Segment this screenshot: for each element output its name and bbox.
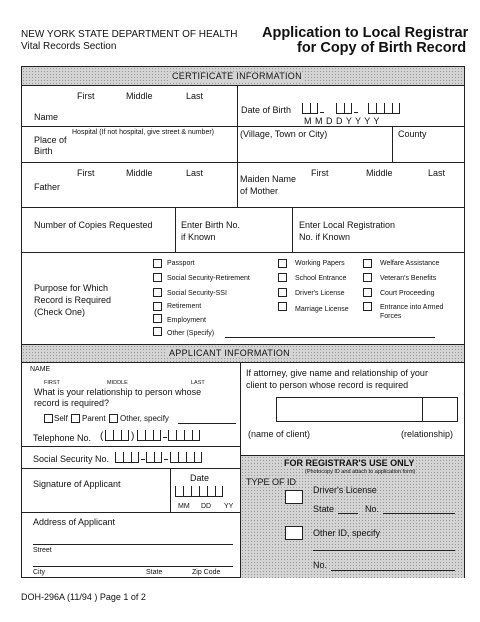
other-relationship-checkbox[interactable]: [109, 414, 118, 423]
form-title-line2: for Copy of Birth Record: [297, 40, 467, 56]
drivers-license-id-label: Driver's License: [313, 485, 377, 495]
armed-forces-label-1: Entrance into Armed: [380, 304, 444, 311]
other-relationship-line[interactable]: [178, 423, 236, 424]
relationship-question-2: record is required?: [34, 398, 110, 408]
working-papers-label: Working Papers: [295, 260, 345, 267]
mother-last-label: Last: [428, 168, 446, 178]
self-label: Self: [54, 414, 68, 423]
telephone-prefix-boxes[interactable]: [137, 430, 161, 441]
registrar-no2-line[interactable]: [331, 570, 455, 571]
department-name: NEW YORK STATE DEPARTMENT OF HEALTH: [21, 29, 238, 40]
telephone-area-boxes[interactable]: [105, 430, 129, 441]
dob-format-hint: M M D D Y Y Y Y: [304, 116, 380, 126]
applicant-name-label[interactable]: NAME: [30, 366, 51, 373]
birth-no-label-2: if Known: [181, 232, 216, 242]
retirement-checkbox[interactable]: [153, 302, 162, 311]
telephone-paren-close: ): [131, 431, 135, 442]
self-checkbox[interactable]: [44, 414, 53, 423]
marriage-license-checkbox[interactable]: [278, 302, 287, 311]
street-label: Street: [33, 547, 52, 554]
form-id: DOH-296A (11/94 ) Page 1 of 2: [21, 592, 146, 602]
school-entrance-checkbox[interactable]: [278, 273, 287, 282]
relationship-label: (relationship): [401, 429, 454, 439]
other-purpose-checkbox[interactable]: [153, 327, 162, 336]
signature-label[interactable]: Signature of Applicant: [33, 479, 121, 489]
welfare-checkbox[interactable]: [363, 259, 372, 268]
date-yy-hint: YY: [224, 503, 234, 510]
passport-label: Passport: [167, 260, 195, 267]
parent-label: Parent: [82, 414, 106, 423]
type-of-id-label: TYPE OF ID: [246, 477, 297, 487]
attorney-label-1: If attorney, give name and relationship of your: [246, 368, 428, 378]
registrar-title: FOR REGISTRAR'S USE ONLY: [284, 458, 415, 468]
ss-ssi-checkbox[interactable]: [153, 288, 162, 297]
ss-ssi-label: Social Security-SSI: [167, 290, 227, 297]
ssn-serial-boxes[interactable]: [170, 452, 202, 463]
employment-label: Employment: [167, 317, 206, 324]
dob-day-boxes[interactable]: [336, 103, 352, 114]
ssn-label: Social Security No.: [33, 454, 110, 464]
local-reg-label-1[interactable]: Enter Local Registration: [299, 220, 396, 230]
veterans-label: Veteran's Benefits: [380, 275, 437, 282]
registrar-state-label: State: [313, 504, 335, 514]
drivers-license-id-checkbox[interactable]: [285, 490, 303, 504]
registrar-note: (Photocopy ID and attach to application form): [305, 469, 416, 475]
name-first-label: First: [77, 91, 95, 101]
purpose-label-2: Record is Required: [34, 295, 112, 305]
father-first-label: First: [77, 168, 95, 178]
relationship-question-1: What is your relationship to person whose: [34, 387, 202, 397]
father-last-label: Last: [186, 168, 204, 178]
city-label: City: [33, 569, 46, 576]
father-label[interactable]: Father: [34, 182, 61, 192]
applicant-middle-label: MIDDLE: [107, 380, 128, 386]
mother-label-2: of Mother: [240, 186, 279, 196]
court-label: Court Proceeding: [380, 290, 435, 297]
telephone-paren-open: (: [100, 431, 104, 442]
telephone-label: Telephone No.: [33, 433, 92, 443]
purpose-label-1: Purpose for Which: [34, 283, 109, 293]
marriage-license-label: Marriage License: [295, 306, 349, 313]
other-relationship-label: Other, specify: [120, 414, 169, 423]
court-checkbox[interactable]: [363, 288, 372, 297]
dob-year-boxes[interactable]: [368, 103, 400, 114]
registrar-state-line[interactable]: [338, 513, 358, 514]
applicant-last-label: LAST: [191, 380, 205, 386]
welfare-label: Welfare Assistance: [380, 260, 440, 267]
drivers-license-checkbox[interactable]: [278, 288, 287, 297]
mother-middle-label: Middle: [366, 168, 393, 178]
veterans-checkbox[interactable]: [363, 273, 372, 282]
state-label: State: [146, 569, 163, 576]
zip-label: Zip Code: [192, 569, 221, 576]
name-label[interactable]: Name: [34, 112, 59, 122]
employment-checkbox[interactable]: [153, 314, 162, 323]
form-title-line1: Application to Local Registrar: [262, 25, 469, 41]
armed-forces-checkbox[interactable]: [363, 302, 372, 311]
ss-retirement-label: Social Security-Retirement: [167, 275, 250, 282]
registrar-no-line[interactable]: [383, 513, 455, 514]
attorney-label-2: client to person whose record is required: [246, 380, 409, 390]
relationship-box[interactable]: [423, 397, 458, 422]
section-name: Vital Records Section: [21, 41, 117, 52]
client-name-label: (name of client): [248, 429, 311, 439]
date-dd-hint: DD: [201, 503, 212, 510]
place-of-birth-label: Place of Birth: [34, 135, 67, 156]
hospital-label[interactable]: Hospital (If not hospital, give street & number): [72, 129, 215, 136]
other-purpose-label: Other (Specify): [167, 330, 215, 337]
certificate-section-title: CERTIFICATE INFORMATION: [172, 71, 302, 81]
mother-first-label: First: [311, 168, 329, 178]
birth-no-label-1[interactable]: Enter Birth No.: [181, 220, 241, 230]
working-papers-checkbox[interactable]: [278, 259, 287, 268]
local-reg-label-2: No. if Known: [299, 232, 351, 242]
armed-forces-label-2: Forces: [380, 313, 402, 320]
purpose-label-3: (Check One): [34, 307, 86, 317]
ssn-area-boxes[interactable]: [115, 452, 139, 463]
other-id-label: Other ID, specify: [313, 528, 381, 538]
date-mm-hint: MM: [178, 503, 190, 510]
other-purpose-line[interactable]: [225, 337, 435, 338]
dob-label: Date of Birth: [241, 105, 292, 115]
street-line[interactable]: [33, 544, 233, 545]
retirement-label: Retirement: [167, 303, 202, 310]
city-line[interactable]: [33, 566, 233, 567]
applicant-section-title: APPLICANT INFORMATION: [169, 348, 290, 358]
signature-date-boxes[interactable]: [175, 486, 223, 497]
signature-date-label: Date: [190, 473, 210, 483]
school-entrance-label: School Entrance: [295, 275, 347, 282]
passport-checkbox[interactable]: [153, 259, 162, 268]
registrar-no-label: No.: [365, 504, 380, 514]
county-label[interactable]: County: [398, 129, 427, 139]
father-middle-label: Middle: [126, 168, 153, 178]
village-label[interactable]: (Village, Town or City): [240, 129, 328, 139]
ssn-group-boxes[interactable]: [146, 452, 162, 463]
name-middle-label: Middle: [126, 91, 153, 101]
ss-retirement-checkbox[interactable]: [153, 273, 162, 282]
copies-label[interactable]: Number of Copies Requested: [34, 220, 153, 230]
address-label: Address of Applicant: [33, 517, 116, 527]
parent-checkbox[interactable]: [71, 414, 80, 423]
drivers-license-label: Driver's License: [295, 290, 345, 297]
telephone-line-boxes[interactable]: [168, 430, 200, 441]
other-id-line[interactable]: [313, 550, 455, 551]
applicant-first-label: FIRST: [44, 380, 60, 386]
other-id-checkbox[interactable]: [285, 526, 303, 540]
client-name-box[interactable]: [276, 397, 423, 422]
mother-label-1[interactable]: Maiden Name: [240, 174, 297, 184]
registrar-no2-label: No.: [313, 560, 328, 570]
dob-month-boxes[interactable]: [302, 103, 318, 114]
name-last-label: Last: [186, 91, 204, 101]
